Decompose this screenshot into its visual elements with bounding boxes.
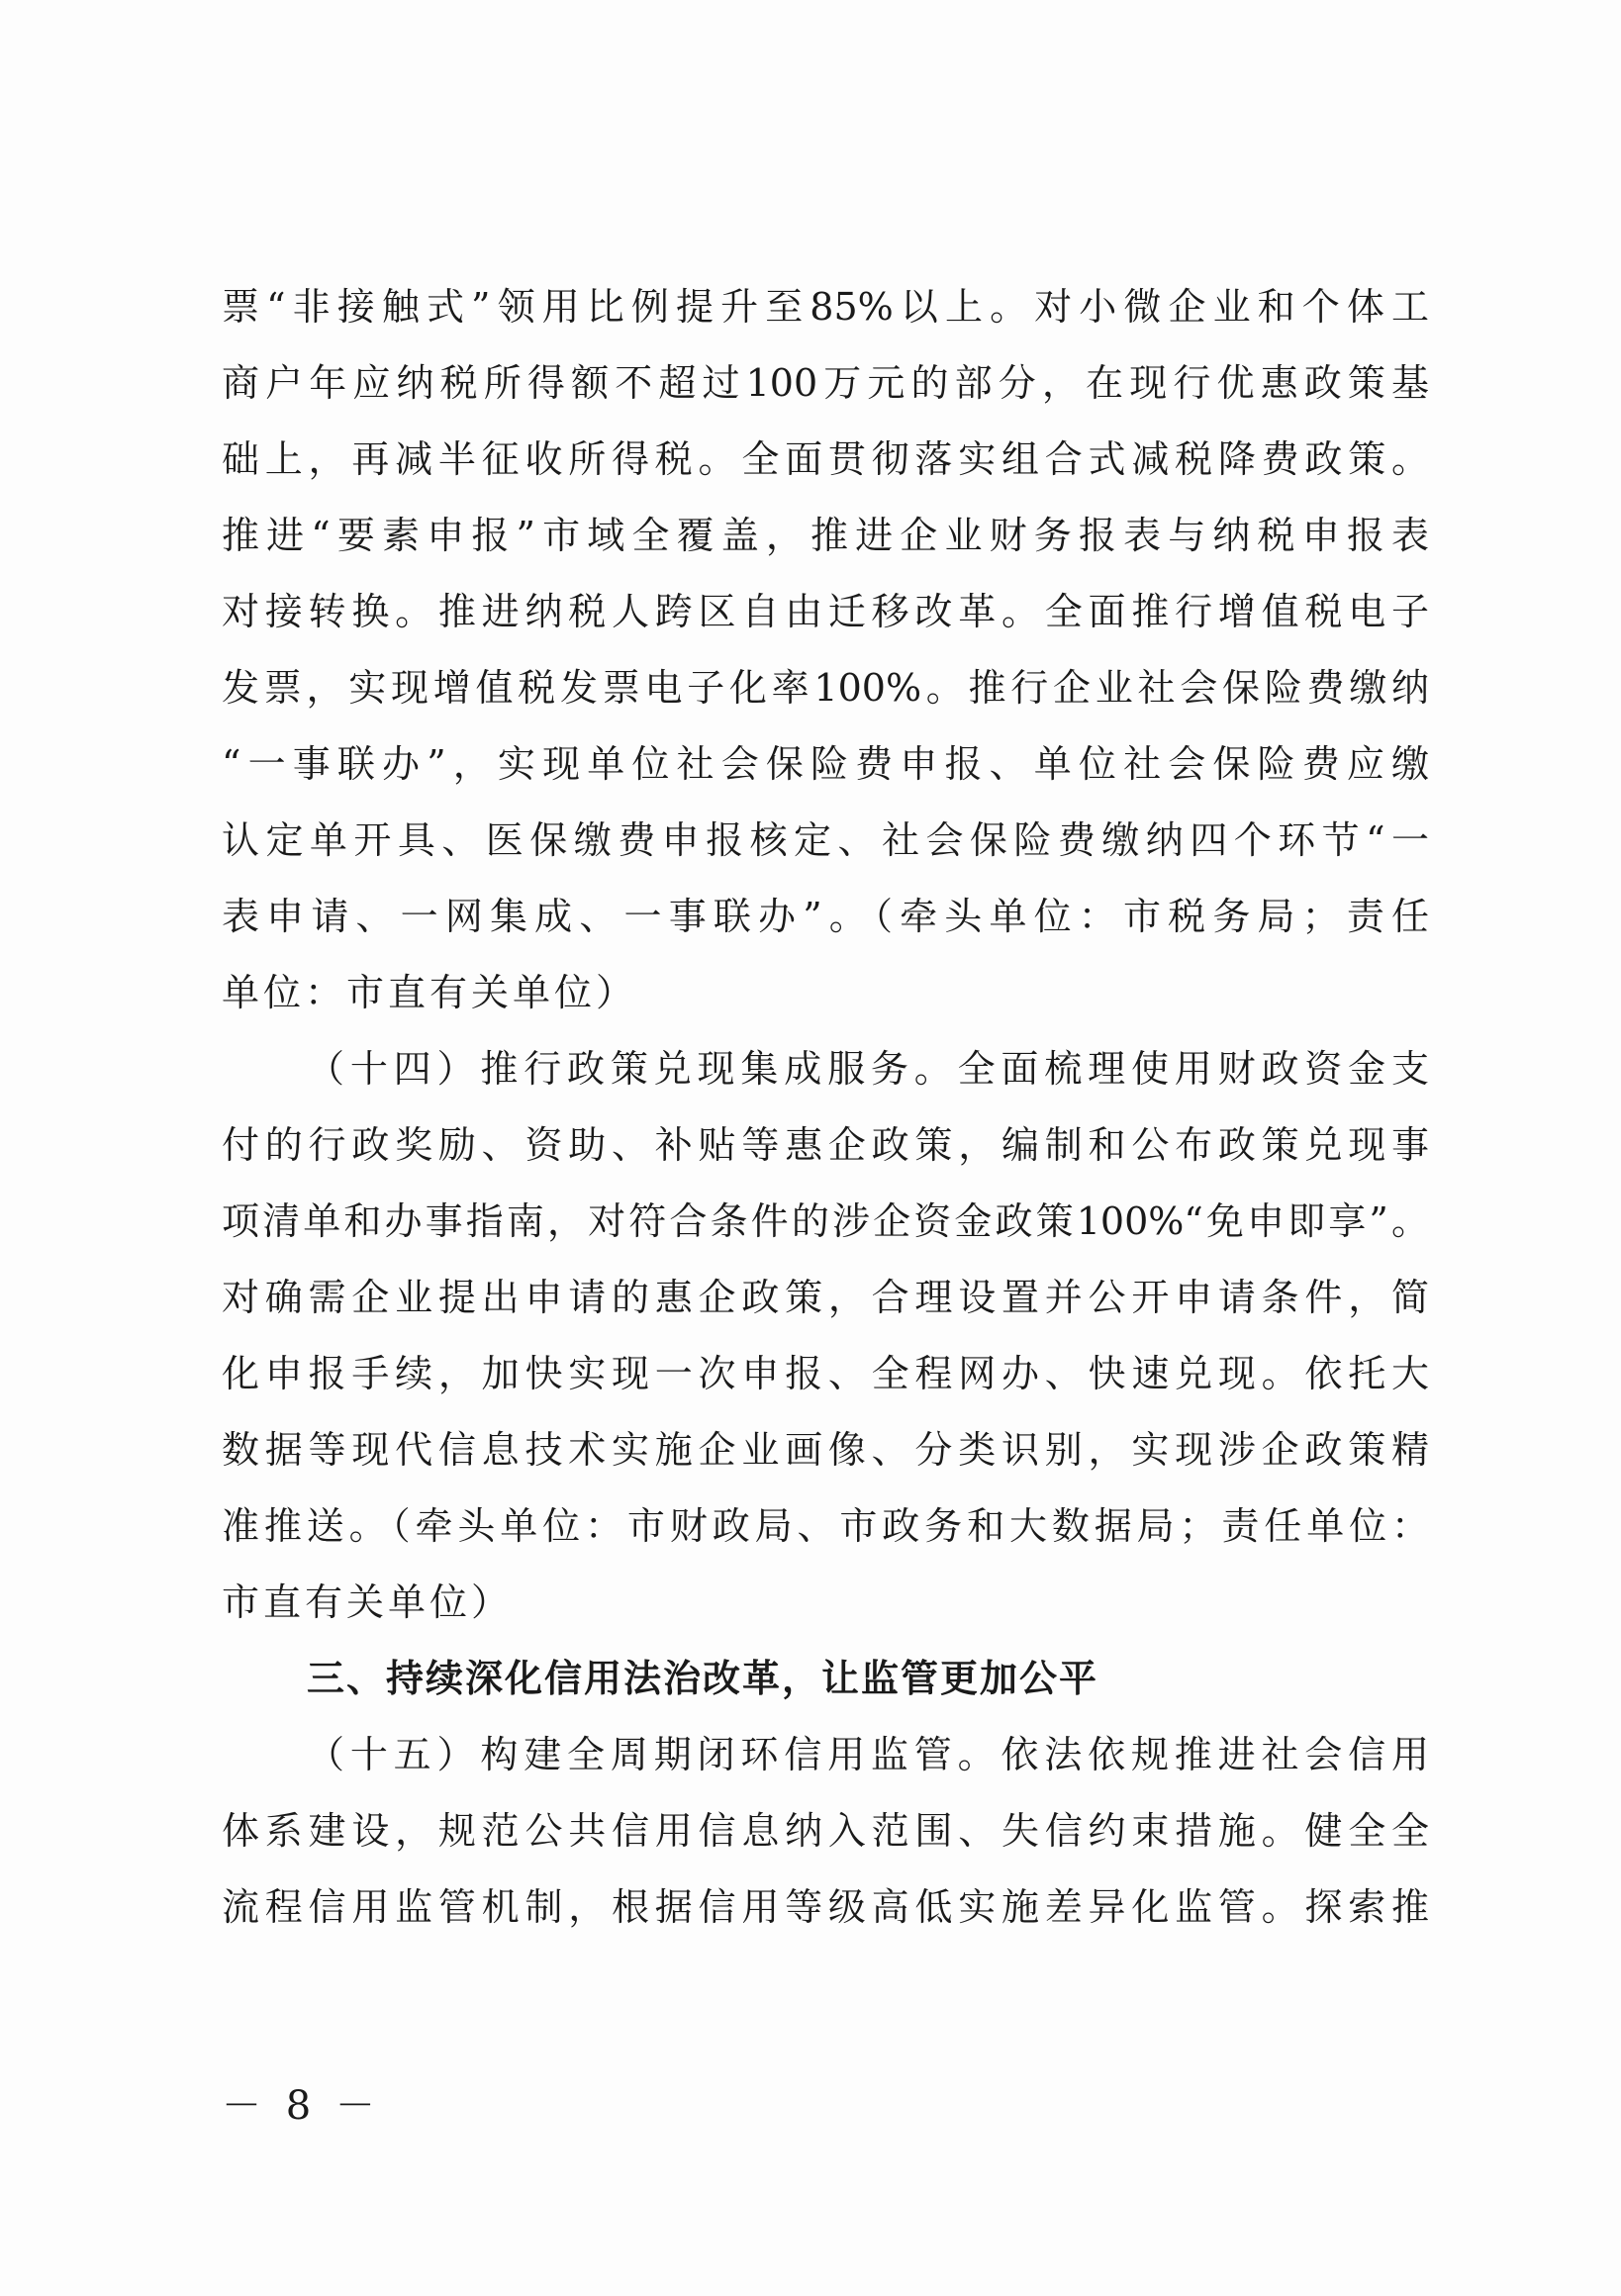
text-line: 发票，实现增值税发票电子化率100%。推行企业社会保险费缴纳	[222, 666, 1429, 710]
text-line: 推进“要素申报”市域全覆盖，推进企业财务报表与纳税申报表	[222, 514, 1429, 557]
text-line: 票“非接触式”领用比例提升至85%以上。对小微企业和个体工	[222, 285, 1429, 329]
text-line: 表申请、一网集成、一事联办”。（牵头单位：市税务局；责任	[222, 895, 1429, 938]
text-line: 付的行政奖励、资助、补贴等惠企政策，编制和公布政策兑现事	[222, 1123, 1429, 1167]
text-line: 商户年应纳税所得额不超过100万元的部分，在现行优惠政策基	[222, 361, 1429, 405]
text-line: 流程信用监管机制，根据信用等级高低实施差异化监管。探索推	[222, 1885, 1429, 1929]
text-line: 准推送。（牵头单位：市财政局、市政务和大数据局；责任单位：	[222, 1504, 1429, 1548]
text-line: （十五）构建全周期闭环信用监管。依法依规推进社会信用	[307, 1733, 1429, 1776]
text-line: “一事联办”，实现单位社会保险费申报、单位社会保险费应缴	[222, 742, 1429, 786]
text-line: 化申报手续，加快实现一次申报、全程网办、快速兑现。依托大	[222, 1352, 1429, 1395]
page-number: － 8 －	[222, 2083, 381, 2129]
text-line: 市直有关单位）	[222, 1580, 514, 1624]
section-heading: 三、持续深化信用法治改革，让监管更加公平	[307, 1657, 1099, 1700]
document-body	[222, 269, 1429, 1946]
text-line: 数据等现代信息技术实施企业画像、分类识别，实现涉企政策精	[222, 1428, 1429, 1472]
text-line: 对接转换。推进纳税人跨区自由迁移改革。全面推行增值税电子	[222, 590, 1429, 633]
text-line: 础上，再减半征收所得税。全面贯彻落实组合式减税降费政策。	[222, 437, 1429, 481]
text-line: 认定单开具、医保缴费申报核定、社会保险费缴纳四个环节“一	[222, 818, 1429, 862]
text-line: 项清单和办事指南，对符合条件的涉企资金政策100%“免申即享”。	[222, 1199, 1429, 1243]
text-line: 对确需企业提出申请的惠企政策，合理设置并公开申请条件，简	[222, 1276, 1429, 1319]
text-line: 单位：市直有关单位）	[222, 971, 638, 1014]
text-line: 体系建设，规范公共信用信息纳入范围、失信约束措施。健全全	[222, 1809, 1429, 1853]
text-line: （十四）推行政策兑现集成服务。全面梳理使用财政资金支	[307, 1047, 1429, 1091]
